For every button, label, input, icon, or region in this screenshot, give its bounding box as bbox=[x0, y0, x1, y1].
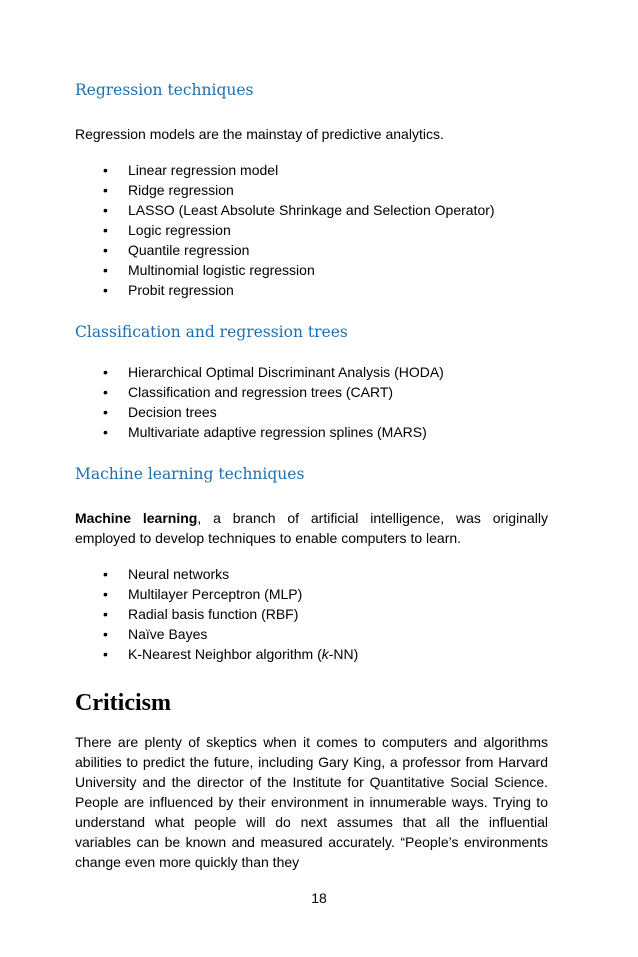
bullet-icon: • bbox=[103, 182, 108, 198]
bullet-icon: • bbox=[103, 384, 108, 400]
section-heading-trees: Classification and regression trees bbox=[75, 323, 348, 341]
list-item: • Logic regression bbox=[103, 222, 231, 238]
bullet-icon: • bbox=[103, 282, 108, 298]
list-item: • Multilayer Perceptron (MLP) bbox=[103, 586, 303, 602]
list-item: • Decision trees bbox=[103, 404, 217, 420]
list-item: • Probit regression bbox=[103, 282, 234, 298]
section-heading-regression: Regression techniques bbox=[75, 81, 254, 99]
page-content bbox=[75, 78, 548, 872]
ml-list bbox=[75, 564, 548, 664]
list-item: • Multivariate adaptive regression splines (MARS) bbox=[103, 424, 427, 440]
bullet-icon: • bbox=[103, 404, 108, 420]
bullet-icon: • bbox=[103, 646, 108, 662]
criticism-heading: Criticism bbox=[75, 690, 171, 716]
bullet-icon: • bbox=[103, 262, 108, 278]
list-item: • Hierarchical Optimal Discriminant Analysis (HODA) bbox=[103, 364, 444, 380]
page-number: 18 bbox=[311, 890, 327, 906]
bullet-icon: • bbox=[103, 364, 108, 380]
bullet-icon: • bbox=[103, 586, 108, 602]
list-item: • LASSO (Least Absolute Shrinkage and Selection Operator) bbox=[103, 202, 495, 218]
knn-italic-k: k bbox=[321, 646, 329, 662]
trees-list bbox=[75, 362, 548, 442]
ml-intro-rest: , a branch of artificial intelligence, was originally employed to develop techniques to enable computers to learn. bbox=[75, 510, 548, 546]
section-heading-ml: Machine learning techniques bbox=[75, 465, 305, 483]
list-item: • Classification and regression trees (CART) bbox=[103, 384, 394, 400]
regression-list bbox=[75, 160, 548, 300]
list-item: • Linear regression model bbox=[103, 162, 279, 178]
list-item: • Radial basis function (RBF) bbox=[103, 606, 299, 622]
bullet-icon: • bbox=[103, 606, 108, 622]
list-item: • Quantile regression bbox=[103, 242, 250, 258]
list-item: • Naïve Bayes bbox=[103, 626, 208, 642]
bullet-icon: • bbox=[103, 242, 108, 258]
ml-intro-term: Machine learning bbox=[75, 510, 198, 526]
list-item: • Ridge regression bbox=[103, 182, 234, 198]
regression-intro: Regression models are the mainstay of predictive analytics. bbox=[75, 126, 444, 142]
list-item: • K-Nearest Neighbor algorithm (k-NN) bbox=[103, 646, 359, 662]
list-item: • Multinomial logistic regression bbox=[103, 262, 315, 278]
bullet-icon: • bbox=[103, 162, 108, 178]
bullet-icon: • bbox=[103, 566, 108, 582]
criticism-body: There are plenty of skeptics when it comes to computers and algorithms abilities to predict the future, including Gary King, a professor from Harvard University and the director of the Institute for Quantitative Social Science. People are influenced by their environment in innumerable ways. Trying to understand what people will do next assumes that all the influential variables can be known and measured accurately. “People’s environments change even more quickly than they bbox=[75, 734, 548, 870]
bullet-icon: • bbox=[103, 626, 108, 642]
bullet-icon: • bbox=[103, 424, 108, 440]
bullet-icon: • bbox=[103, 222, 108, 238]
ml-intro bbox=[75, 508, 548, 548]
bullet-icon: • bbox=[103, 202, 108, 218]
list-item: • Neural networks bbox=[103, 566, 230, 582]
